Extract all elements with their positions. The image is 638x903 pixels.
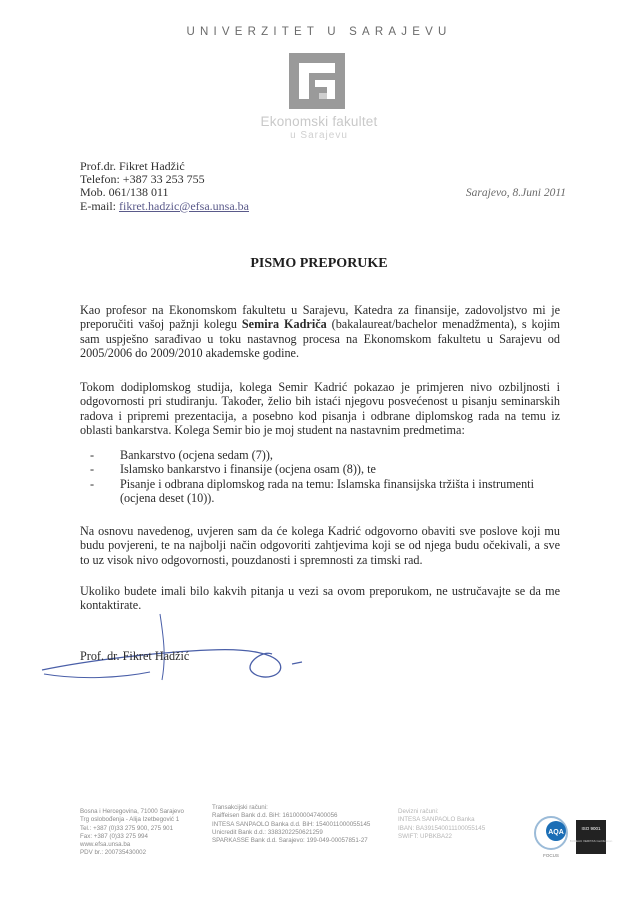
- student-name: Semira Kadriča: [241, 317, 327, 332]
- email-label: E-mail:: [80, 198, 119, 213]
- paragraph-contact: Ukoliko budete imali bilo kakvih pitanja u vezi sa ovom preporukom, ne ustručavajte se da me kontaktirate.: [80, 584, 560, 613]
- sender-phone: Telefon: +387 33 253 755: [80, 172, 205, 187]
- footer-line: Bosna i Hercegovina, 71000 Sarajevo: [80, 808, 184, 815]
- footer-line: INTESA SANPAOLO Banka: [398, 816, 475, 824]
- footer-line: Trg oslobođenja - Alija Izetbegović 1: [80, 816, 180, 824]
- sender-block: [80, 160, 249, 213]
- paragraph-conclusion: Na osnovu navedenog, uvjeren sam da će kolega Kadrić odgovorno obaviti sve poslove koji mu budu povjereni, te na najbolji način odgovoriti zahtjevima koji se od njega budu očekivali, a sve to uz visok nivo odgovornosti, pouzdanosti i spremnosti za timski rad.: [80, 524, 560, 567]
- footer-accounts-title: Transakcijski računi:: [212, 804, 268, 811]
- footer-line: Raiffeisen Bank d.d. BiH: 1610000047400056: [212, 812, 338, 820]
- paragraph-studies: Tokom dodiplomskog studija, kolega Semir Kadrić pokazao je primjeren nivo ozbiljnosti i odgovornosti pri studiranju. Također, želio bih istaći njegovu posvećenost u pisanju seminarskih radova i pripremi prezentacija, a posebno kod pisanja i odbrane diplomskog rada na temu iz oblasti bankarstva. Kolega Semir bio je moj student na nastavnim predmetima:: [80, 380, 560, 437]
- footer-line: SWIFT: UPBKBA22: [398, 832, 452, 840]
- subject-text: Bankarstvo (ocjena sedam (7)),: [120, 448, 273, 462]
- letter-date: Sarajevo, 8.Juni 2011: [465, 187, 566, 199]
- list-item: - Pisanje i odbrana diplomskog rada na temu: Islamska finansijska tržišta i instrumenti (ocjena deset (10)).: [90, 476, 534, 505]
- iso-badge-caption: BUREAU VERITAS Certification: [569, 839, 613, 843]
- aqa-badge-text: AQA: [548, 829, 564, 836]
- intro-text: Kao profesor na Ekonomskom fakultetu u Sarajevu, Katedra za finansije, zadovoljstvo mi je preporučiti vašoj pažnji kolegu: [80, 303, 560, 332]
- footer-line: Fax: +387 (0)33 275 994: [80, 832, 148, 840]
- university-name: UNIVERZITET U SARAJEVU: [186, 26, 452, 38]
- sender-mobile: Mob. 061/138 011: [80, 185, 169, 200]
- sender-email-row: [80, 200, 249, 213]
- faculty-name: Ekonomski fakultet: [260, 114, 378, 129]
- iso-certification-badge: [569, 820, 613, 854]
- subject-text: Islamsko bankarstvo i finansije (ocjena osam (8)), te: [120, 462, 376, 477]
- subject-text: Pisanje i odbrana diplomskog rada na temu: Islamska finansijska tržišta i instrumenti (ocjena deset (10)).: [120, 476, 534, 505]
- email-link[interactable]: fikret.hadzic@efsa.unsa.ba: [119, 198, 249, 213]
- paragraph-intro: [80, 303, 560, 360]
- subject-list: [90, 448, 560, 505]
- iso-badge-text: ISO 9001: [581, 826, 601, 831]
- footer-line: IBAN: BA391540011100055145: [398, 824, 486, 832]
- footer-line: PDV br.: 200735430002: [80, 849, 147, 857]
- faculty-city: u Sarajevu: [290, 130, 348, 141]
- footer-line: INTESA SANPAOLO Banka d.d. BiH: 1540011000055145: [212, 820, 371, 828]
- list-item: - Bankarstvo (ocjena sedam (7)),: [90, 448, 273, 462]
- faculty-logo: [289, 53, 345, 109]
- sender-name: Prof.dr. Fikret Hadžić: [80, 159, 185, 173]
- aqa-badge-caption: FOCUS: [543, 853, 559, 858]
- footer-line: www.efsa.unsa.ba: [80, 841, 131, 849]
- footer-line: SPARKASSE Bank d.d. Sarajevo: 199-049-00057851-27: [212, 837, 368, 845]
- intro-text-rest: (bakalaureat/bachelor menadžmenta), s kojim sam uspješno sarađivao u toku nastavnog procesa na Ekonomskom fakultetu u Sarajevu od 2005/2006 do 2009/2010 akademske godine.: [80, 317, 560, 360]
- footer-line: Unicredit Bank d.d.: 3383202250621259: [212, 828, 323, 836]
- signature-name: Prof. dr. Fikret Hadžić: [80, 649, 190, 663]
- list-item: - Islamsko bankarstvo i finansije (ocjena osam (8)), te: [90, 462, 376, 477]
- footer-foreign-title: Devizni računi:: [398, 808, 439, 815]
- letter-title: PISMO PREPORUKE: [250, 256, 388, 271]
- footer-foreign: [398, 808, 528, 841]
- aqa-certification-badge: [532, 815, 570, 861]
- footer-line: Tel.: +387 (0)33 275 900, 275 901: [80, 824, 174, 832]
- footer-accounts: [212, 804, 377, 845]
- footer-address: [80, 808, 205, 858]
